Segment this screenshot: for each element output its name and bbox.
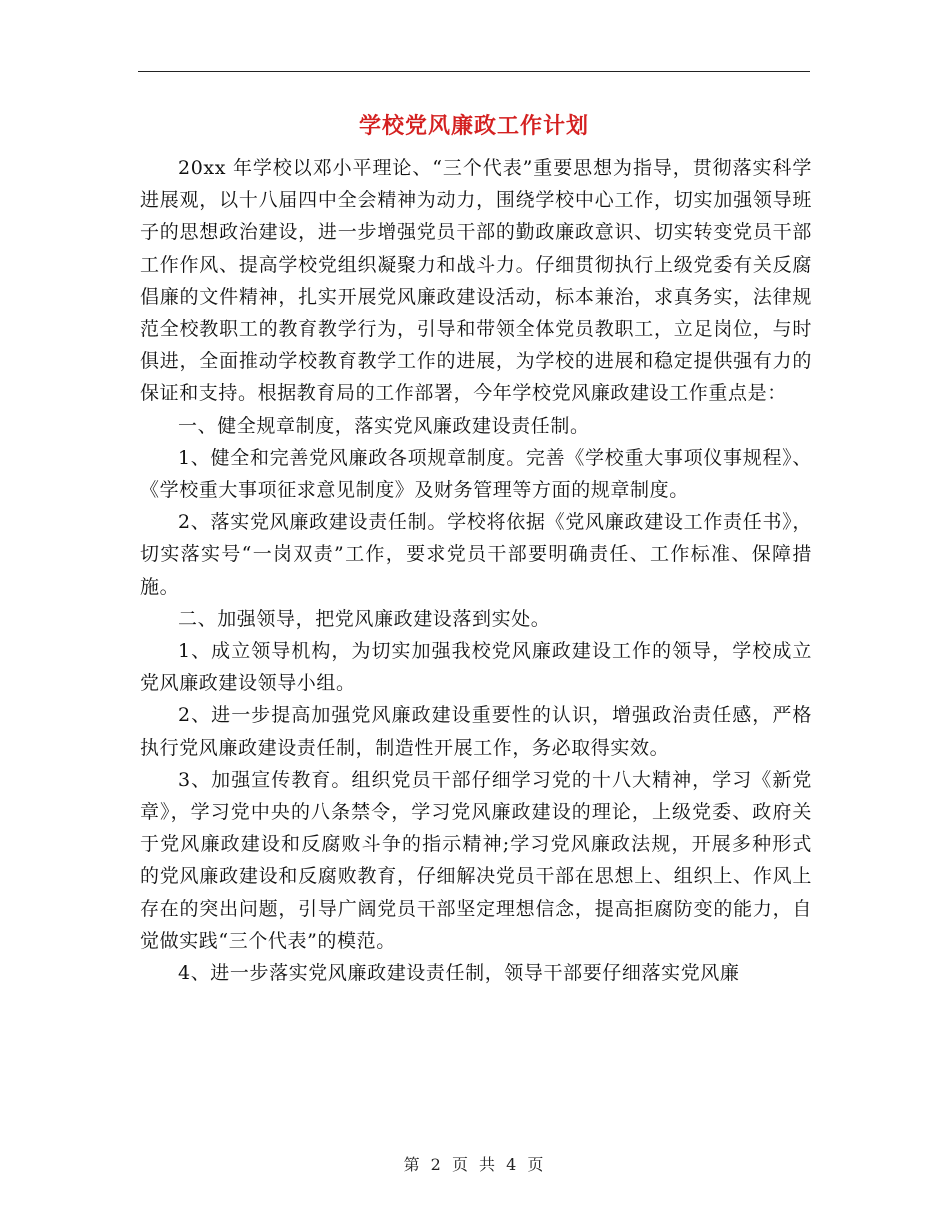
paragraph-1-1: 1、健全和完善党风廉政各项规章制度。完善《学校重大事项仪事规程》、《学校重大事项征求意见制度》及财务管理等方面的规章制度。 [140, 446, 812, 502]
document-body [140, 152, 812, 989]
page-number-footer: 第 2 页 共 4 页 [403, 1155, 547, 1174]
paragraph-intro: 20xx 年学校以邓小平理论、“三个代表”重要思想为指导，贯彻落实科学进展观，以十八届四中全会精神为动力，围绕学校中心工作，切实加强领导班子的思想政治建设，进一步增强党员干部的勤政廉政意识、切实转变党员干部工作作风、提高学校党组织凝聚力和战斗力。仔细贯彻执行上级党委有关反腐倡廉的文件精神，扎实开展党风廉政建设活动，标本兼治，求真务实，法律规范全校教职工的教育教学行为，引导和带领全体党员教职工，立足岗位，与时俱进，全面推动学校教育教学工作的进展，为学校的进展和稳定提供强有力的保证和支持。根据教育局的工作部署，今年学校党风廉政建设工作重点是： [140, 157, 812, 405]
paragraph-1-2: 2、落实党风廉政建设责任制。学校将依据《党风廉政建设工作责任书》，切实落实号“一岗双责”工作，要求党员干部要明确责任、工作标准、保障措施。 [140, 511, 812, 598]
document-title: 学校党风廉政工作计划 [358, 113, 589, 139]
section-heading-2: 二、加强领导，把党风廉政建设落到实处。 [178, 607, 551, 630]
paragraph-2-3: 3、加强宣传教育。组织党员干部仔细学习党的十八大精神，学习《新党章》，学习党中央的八条禁令，学习党风廉政建设的理论，上级党委、政府关于党风廉政建设和反腐败斗争的指示精神;学习党风廉政法规，开展多种形式的党风廉政建设和反腐败教育，仔细解决党员干部在思想上、组织上、作风上存在的突出问题，引导广阔党员干部坚定理想信念，提高拒腐防变的能力，自觉做实践“三个代表”的模范。 [140, 768, 812, 952]
paragraph-2-2: 2、进一步提高加强党风廉政建设重要性的认识，增强政治责任感，严格执行党风廉政建设责任制，制造性开展工作，务必取得实效。 [140, 704, 812, 759]
section-heading-1: 一、健全规章制度，落实党风廉政建设责任制。 [178, 414, 590, 437]
paragraph-2-4: 4、进一步落实党风廉政建设责任制，领导干部要仔细落实党风廉 [178, 962, 740, 985]
header-rule [138, 71, 810, 72]
paragraph-2-1: 1、成立领导机构，为切实加强我校党风廉政建设工作的领导，学校成立党风廉政建设领导小组。 [140, 640, 812, 695]
